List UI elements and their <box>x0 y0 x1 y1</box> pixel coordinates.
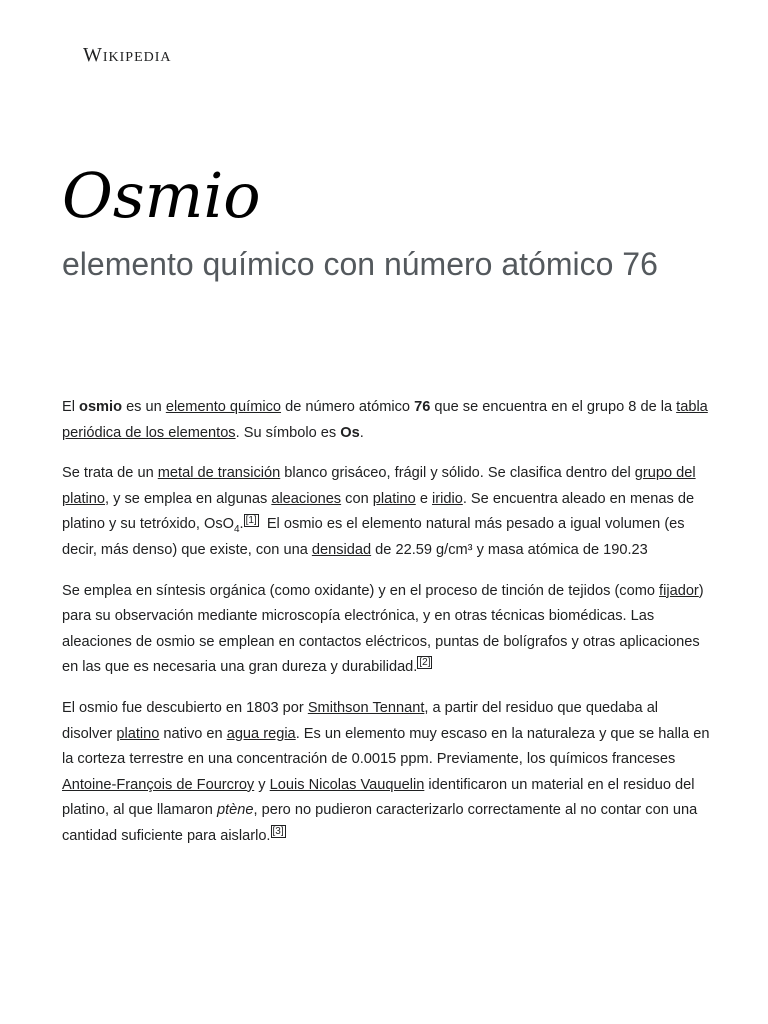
text: y <box>254 776 270 793</box>
text: , a partir del residuo que quedaba al disolver <box>62 699 659 742</box>
text: que se encuentra en el grupo 8 de la <box>430 399 677 415</box>
text: . Su símbolo es <box>235 424 341 441</box>
paragraph-1 <box>62 395 712 446</box>
wikipedia-logo[interactable]: Wikipedia <box>83 44 172 66</box>
text: El osmio fue descubierto en 1803 por <box>62 699 308 716</box>
link-fijador[interactable]: fijador <box>659 582 699 599</box>
paragraph-3 <box>62 579 712 681</box>
text: Se emplea en síntesis orgánica (como oxidante) y en el proceso de tinción de tejidos (como <box>62 582 660 599</box>
text: de número atómico <box>281 399 415 415</box>
text: ) para su observación mediante microscopía electrónica, y en otras técnicas biomédicas. Las aleaciones de osmio se emplean en contactos eléctricos, puntas de bolígrafos y otras aplicaciones en las que es necesaria una gran dureza y durabilidad. <box>62 582 704 676</box>
paragraph-4 <box>62 696 712 850</box>
text: Se trata de un <box>62 465 158 482</box>
article-body <box>62 395 712 865</box>
text: El <box>62 399 80 415</box>
bold-term: Os <box>340 424 360 441</box>
text: . Es un elemento muy escaso en la naturaleza y que se halla en la corteza terrestre en una concentración de 0.0015 ppm. Previamente, los químicos franceses <box>62 725 710 768</box>
link-vauquelin[interactable]: Louis Nicolas Vauquelin <box>269 776 425 793</box>
reference-2 <box>417 656 432 669</box>
link-elemento-quimico[interactable]: elemento químico <box>165 399 282 415</box>
link-platino[interactable]: platino <box>116 725 160 742</box>
page-title: Osmio <box>62 159 261 232</box>
text: blanco grisáceo, frágil y sólido. Se clasifica dentro del <box>280 465 635 482</box>
text: identificaron un material en el residuo del platino, al que llamaron <box>62 776 695 819</box>
text: es un <box>122 399 166 415</box>
text: , y se emplea en algunas <box>105 490 272 507</box>
link-densidad[interactable]: densidad <box>311 541 372 558</box>
text: El osmio es el elemento natural más pesado a igual volumen (es decir, más denso) que existe, con una <box>62 516 689 558</box>
text: con <box>341 490 373 507</box>
link-metal-de-transicion[interactable]: metal de transición <box>157 465 281 482</box>
text: . Se encuentra aleado en menas de platino y su tetróxido, OsO <box>62 490 695 533</box>
bold-term: osmio <box>79 399 123 415</box>
reference-3 <box>271 825 286 838</box>
bold-term: 76 <box>414 399 431 415</box>
page-subtitle: elemento químico con número atómico 76 <box>62 246 658 282</box>
subscript: 4 <box>233 524 240 536</box>
link-fourcroy[interactable]: Antoine-François de Fourcroy <box>62 776 255 793</box>
link-platino[interactable]: platino <box>372 490 416 507</box>
text: . <box>359 424 364 441</box>
text: , pero no pudieron caracterizarlo correctamente al no contar con una cantidad suficiente para aislarlo. <box>62 802 698 844</box>
link-iridio[interactable]: iridio <box>432 490 463 507</box>
link-tabla-periodica[interactable]: tabla periódica de los elementos <box>62 399 708 441</box>
link-grupo-del-platino[interactable]: grupo del platino <box>62 465 696 507</box>
link-aleaciones[interactable]: aleaciones <box>271 490 342 507</box>
text: nativo en <box>159 725 227 742</box>
text: de 22.59 g/cm³ y masa atómica de 190.23 <box>371 541 648 558</box>
text: . <box>239 516 244 533</box>
text: e <box>415 490 432 507</box>
link-agua-regia[interactable]: agua regia <box>226 725 296 742</box>
italic-term: ptène <box>216 802 254 819</box>
paragraph-2 <box>62 461 712 563</box>
reference-link-2[interactable]: [2] <box>419 657 431 669</box>
link-smithson-tennant[interactable]: Smithson Tennant <box>307 699 425 716</box>
reference-1 <box>244 514 259 527</box>
reference-link-3[interactable]: [3] <box>272 826 284 838</box>
reference-link-1[interactable]: [1] <box>245 514 257 526</box>
